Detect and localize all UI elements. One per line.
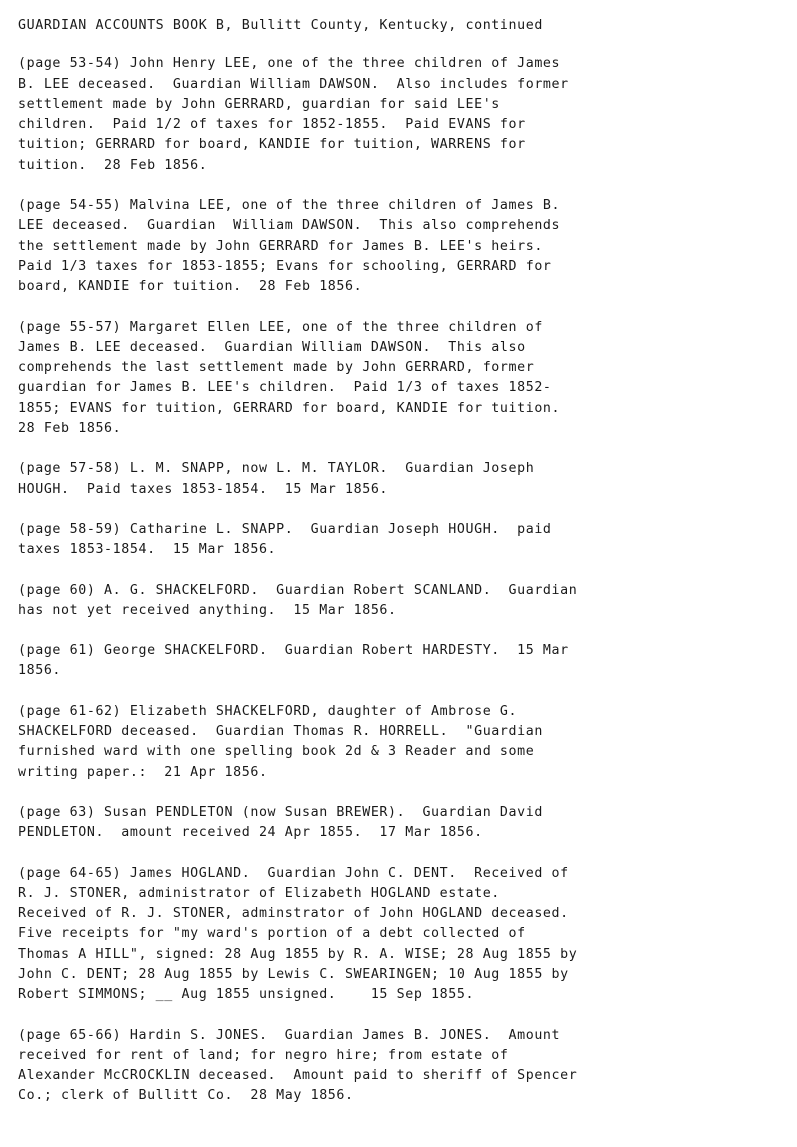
entry-line: tuition. 28 Feb 1856. (18, 157, 208, 173)
entry-line: SHACKELFORD deceased. Guardian Thomas R. HORRELL. "Guardian (18, 724, 543, 740)
entry-line: Co.; clerk of Bullitt Co. 28 May 1856. (18, 1088, 354, 1104)
document-page (18, 16, 788, 1127)
entry-line: R. J. STONER, administrator of Elizabeth HOGLAND estate. (18, 885, 500, 901)
entry-line: Robert SIMMONS; __ Aug 1855 unsigned. 15 Sep 1855. (18, 987, 475, 1003)
entry-line: PENDLETON. amount received 24 Apr 1855. 17 Mar 1856. (18, 825, 483, 841)
entry-line: B. LEE deceased. Guardian William DAWSON. Also includes former (18, 76, 569, 92)
guardian-entry (18, 520, 788, 561)
page-title: GUARDIAN ACCOUNTS BOOK B, Bullitt County, Kentucky, continued (18, 18, 543, 33)
guardian-entry (18, 702, 788, 783)
entry-line: board, KANDIE for tuition. 28 Feb 1856. (18, 279, 363, 295)
entry-line: settlement made by John GERRARD, guardian for said LEE's (18, 96, 500, 112)
entry-line: John C. DENT; 28 Aug 1855 by Lewis C. SWEARINGEN; 10 Aug 1855 by (18, 966, 569, 982)
entry-line: (page 63) Susan PENDLETON (now Susan BREWER). Guardian David (18, 804, 543, 820)
entry-line: (page 64-65) James HOGLAND. Guardian John C. DENT. Received of (18, 865, 569, 881)
guardian-entry (18, 1026, 788, 1107)
entry-line: (page 58-59) Catharine L. SNAPP. Guardian Joseph HOUGH. paid (18, 521, 552, 537)
guardian-entry (18, 581, 788, 622)
entry-line: Paid 1/3 taxes for 1853-1855; Evans for schooling, GERRARD for (18, 258, 552, 274)
guardian-entry (18, 318, 788, 440)
entry-line: taxes 1853-1854. 15 Mar 1856. (18, 542, 277, 558)
entry-line: Alexander McCROCKLIN deceased. Amount paid to sheriff of Spencer (18, 1068, 578, 1084)
entry-line: Five receipts for "my ward's portion of a debt collected of (18, 926, 526, 942)
entry-line: guardian for James B. LEE's children. Paid 1/3 of taxes 1852- (18, 380, 552, 396)
guardian-entry (18, 54, 788, 176)
entry-line: HOUGH. Paid taxes 1853-1854. 15 Mar 1856. (18, 481, 389, 497)
entry-line: (page 61-62) Elizabeth SHACKELFORD, daughter of Ambrose G. (18, 703, 518, 719)
entry-line: 28 Feb 1856. (18, 421, 122, 437)
entry-line: LEE deceased. Guardian William DAWSON. This also comprehends (18, 218, 561, 234)
entry-line: comprehends the last settlement made by John GERRARD, former (18, 360, 535, 376)
guardian-entry (18, 803, 788, 844)
entry-line: James B. LEE deceased. Guardian William DAWSON. This also (18, 339, 526, 355)
entry-line: Received of R. J. STONER, adminstrator of John HOGLAND deceased. (18, 906, 569, 922)
guardian-entry (18, 641, 788, 682)
entry-list (18, 54, 788, 1106)
entry-line: (page 61) George SHACKELFORD. Guardian Robert HARDESTY. 15 Mar (18, 643, 569, 659)
entry-line: received for rent of land; for negro hire; from estate of (18, 1047, 509, 1063)
guardian-entry (18, 196, 788, 297)
entry-line: the settlement made by John GERRARD for James B. LEE's heirs. (18, 238, 543, 254)
entry-line: (page 65-66) Hardin S. JONES. Guardian James B. JONES. Amount (18, 1027, 561, 1043)
entry-line: 1856. (18, 663, 62, 679)
entry-line: has not yet received anything. 15 Mar 1856. (18, 602, 397, 618)
entry-line: Thomas A HILL", signed: 28 Aug 1855 by R. A. WISE; 28 Aug 1855 by (18, 946, 578, 962)
guardian-entry (18, 864, 788, 1006)
guardian-entry (18, 459, 788, 500)
entry-line: (page 60) A. G. SHACKELFORD. Guardian Robert SCANLAND. Guardian (18, 582, 578, 598)
entry-line: (page 53-54) John Henry LEE, one of the three children of James (18, 56, 561, 72)
entry-line: (page 54-55) Malvina LEE, one of the three children of James B. (18, 198, 561, 214)
entry-line: writing paper.: 21 Apr 1856. (18, 764, 268, 780)
entry-line: (page 57-58) L. M. SNAPP, now L. M. TAYLOR. Guardian Joseph (18, 461, 535, 477)
entry-line: children. Paid 1/2 of taxes for 1852-1855. Paid EVANS for (18, 117, 526, 133)
entry-line: furnished ward with one spelling book 2d & 3 Reader and some (18, 744, 535, 760)
entry-line: (page 55-57) Margaret Ellen LEE, one of the three children of (18, 319, 543, 335)
entry-line: tuition; GERRARD for board, KANDIE for tuition, WARRENS for (18, 137, 526, 153)
entry-line: 1855; EVANS for tuition, GERRARD for board, KANDIE for tuition. (18, 400, 561, 416)
